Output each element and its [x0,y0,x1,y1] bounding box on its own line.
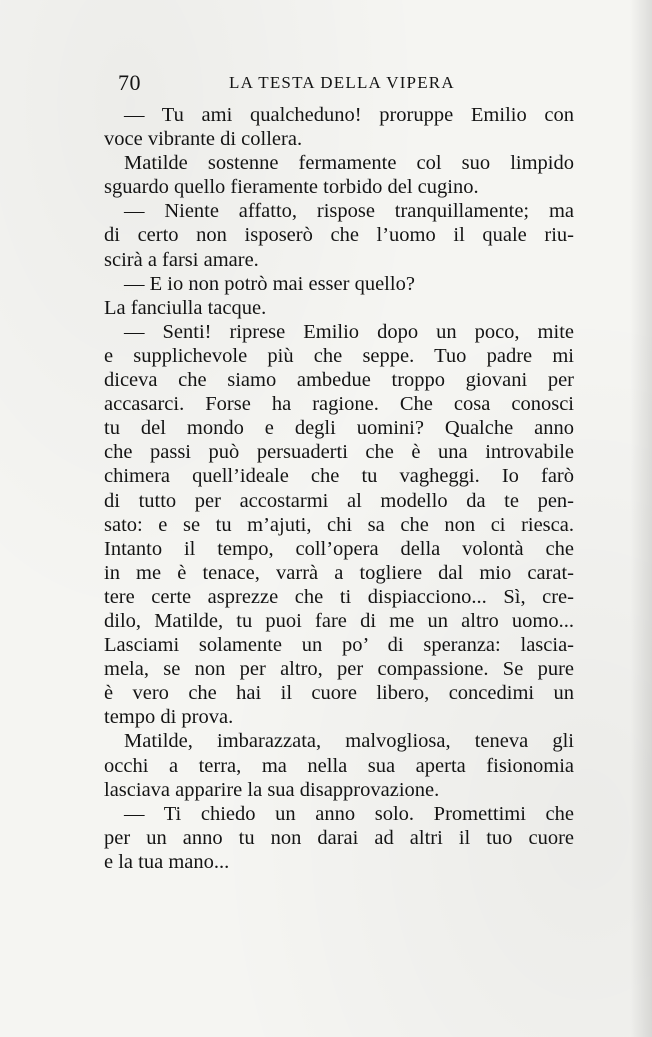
text-line: — E io non potrò mai esser quello? [124,272,415,295]
text-line: sguardo quello fieramente torbido del cugino. [104,176,479,199]
text-line: in me è tenace, varrà a togliere dal mio carat- [104,561,574,584]
text-line: Matilde sostenne fermamente col suo limpido [124,152,574,175]
text-line: Lasciami solamente un po’ di speranza: lascia- [104,634,574,657]
text-line: occhi a terra, ma nella sua aperta fisionomia [104,754,574,777]
text-line: — Senti! riprese Emilio dopo un poco, mite [124,320,574,343]
text-line: per un anno tu non darai ad altri il tuo cuore [104,826,574,849]
text-line: lasciava apparire la sua disapprovazione. [104,778,440,801]
text-line: e la tua mano... [104,850,230,873]
text-line: — Ti chiedo un anno solo. Promettimi che [124,802,574,825]
text-line: Matilde, imbarazzata, malvogliosa, teneva gli [124,730,574,753]
text-line: tu del mondo e degli uomini? Qualche anno [104,417,574,440]
text-line: — Niente affatto, rispose tranquillamente; ma [124,200,574,223]
text-line: chimera quell’ideale che tu vagheggi. Io farò [104,465,574,488]
text-line: scirà a farsi amare. [104,248,259,271]
text-line: mela, se non per altro, per compassione. Se pure [104,658,574,681]
page-number: 70 [118,70,141,95]
text-line: che passi può persuaderti che è una introvabile [104,441,574,464]
text-line: tempo di prova. [104,706,234,729]
page-edge-shadow [630,0,652,1037]
text-line: dilo, Matilde, tu puoi fare di me un altro uomo... [104,609,574,632]
running-title: LA TESTA DELLA VIPERA [229,73,455,92]
page-header [104,70,574,100]
text-line: sato: e se tu m’ajuti, chi sa che non ci riesca. [104,513,574,536]
text-line: è vero che hai il cuore libero, concedimi un [104,682,574,705]
body-text [104,103,574,874]
text-line: diceva che siamo ambedue troppo giovani per [104,369,574,392]
text-line: e supplichevole più che seppe. Tuo padre mi [104,344,574,367]
text-line: — Tu ami qualcheduno! proruppe Emilio con [124,104,574,126]
text-line: tere certe asprezze che ti dispiacciono... Sì, cre- [104,585,574,608]
text-line: di certo non isposerò che l’uomo il quale riu- [104,224,574,247]
text-line: accasarci. Forse ha ragione. Che cosa conosci [104,393,574,416]
text-line: Intanto il tempo, coll’opera della volontà che [104,537,574,560]
text-line: voce vibrante di collera. [104,128,303,151]
text-line: di tutto per accostarmi al modello da te pen- [104,489,574,512]
text-line: La fanciulla tacque. [104,296,267,319]
